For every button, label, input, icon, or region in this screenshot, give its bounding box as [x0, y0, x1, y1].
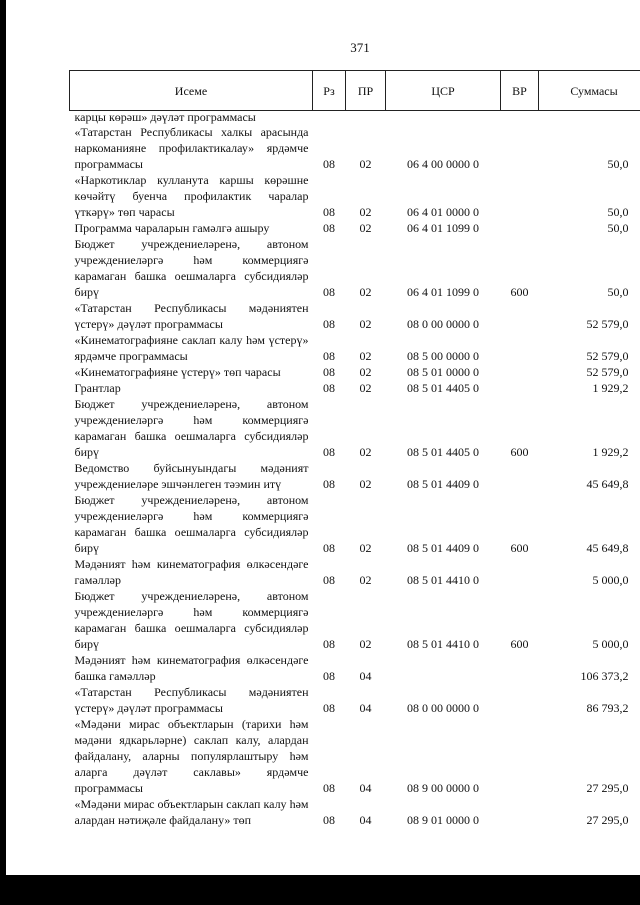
cell-csr: 08 5 01 4405 0 — [407, 381, 479, 395]
cell-pr: 02 — [359, 541, 372, 555]
cell-name: Ведомство буйсынуындагы мәдәният учреждениеләре эшчәнлеген тәэмин итү — [74, 461, 309, 491]
cell-csr: 06 4 01 1099 0 — [407, 221, 479, 235]
cell-pr: 04 — [359, 813, 372, 827]
cell-vr — [501, 380, 539, 396]
cell-name: Бюджет учреждениеләренә, автоном учреждениеләргә һәм коммерциягә карамаган башка оешмаларга субсидияләр бирү — [74, 493, 309, 555]
header-csr: ЦСР — [386, 71, 501, 111]
cell-pr: 04 — [359, 669, 372, 683]
cell-sum: 50,0 — [607, 205, 629, 219]
table-row — [70, 172, 640, 220]
cell-sum: 52 579,0 — [586, 365, 629, 379]
scan-border-left — [0, 0, 6, 905]
cell-sum: 1 929,2 — [592, 381, 629, 395]
table-row — [70, 332, 640, 364]
cell-pr: 02 — [359, 285, 372, 299]
header-rz: Рз — [313, 71, 346, 111]
table-header — [70, 71, 640, 111]
cell-vr: 600 — [510, 445, 529, 459]
cell-rz: 08 — [323, 701, 335, 715]
table-row — [70, 492, 640, 556]
cell-name: «Кинематографияне саклап калу һәм үстерү» ярдәмче программасы — [74, 333, 309, 363]
cell-name: Мәдәният һәм кинематография өлкәсендәге гамәлләр — [74, 557, 309, 587]
cell-name: «Наркотиклар кулланута каршы көрәшне көчәйтү буенча профилактик чаралар үткәрү» төп чарасы — [74, 173, 309, 219]
cell-rz: 08 — [323, 573, 335, 587]
table-row — [70, 652, 640, 684]
cell-rz: 08 — [323, 637, 335, 651]
cell-pr: 04 — [359, 781, 372, 795]
cell-vr — [501, 300, 539, 332]
cell-pr: 04 — [359, 701, 372, 715]
cell-csr: 08 0 00 0000 0 — [407, 317, 479, 331]
cell-csr: 06 4 01 0000 0 — [407, 205, 479, 219]
cell-sum: 86 793,2 — [586, 701, 629, 715]
cell-vr: 600 — [510, 285, 529, 299]
cell-pr: 02 — [359, 637, 372, 651]
cell-sum: 50,0 — [607, 221, 629, 235]
table-row — [70, 796, 640, 828]
table-row — [70, 380, 640, 396]
cell-vr — [501, 111, 539, 125]
cell-vr: 600 — [510, 637, 529, 651]
scan-border-bottom — [0, 875, 640, 905]
cell-vr — [501, 364, 539, 380]
table-row — [70, 124, 640, 172]
cell-vr — [501, 172, 539, 220]
cell-csr: 06 4 01 1099 0 — [407, 285, 479, 299]
cell-vr — [501, 332, 539, 364]
cell-rz: 08 — [323, 157, 335, 171]
cell-rz: 08 — [323, 285, 335, 299]
cell-csr: 08 9 00 0000 0 — [407, 781, 479, 795]
cell-rz: 08 — [323, 365, 335, 379]
cell-csr: 08 9 01 0000 0 — [407, 813, 479, 827]
cell-name: карцы көрәш» дәүләт программасы — [74, 110, 256, 124]
cell-vr — [501, 716, 539, 796]
cell-rz: 08 — [323, 669, 335, 683]
cell-rz: 08 — [323, 349, 335, 363]
cell-name: Грантлар — [74, 381, 121, 395]
table-row — [70, 460, 640, 492]
cell-sum: 50,0 — [607, 285, 629, 299]
cell-csr: 08 0 00 0000 0 — [407, 701, 479, 715]
cell-pr: 02 — [359, 477, 372, 491]
cell-name: «Кинематографияне үстерү» төп чарасы — [74, 365, 281, 379]
page-number: 371 — [350, 40, 370, 55]
cell-sum — [539, 111, 640, 125]
cell-rz: 08 — [323, 221, 335, 235]
cell-vr: 600 — [510, 541, 529, 555]
cell-vr — [501, 556, 539, 588]
cell-sum: 27 295,0 — [586, 781, 629, 795]
cell-csr: 08 5 01 0000 0 — [407, 365, 479, 379]
header-sum: Суммасы — [539, 71, 640, 111]
cell-pr: 02 — [359, 381, 372, 395]
cell-csr: 06 4 00 0000 0 — [407, 157, 479, 171]
cell-csr: 08 5 01 4409 0 — [407, 541, 479, 555]
cell-sum: 5 000,0 — [592, 573, 629, 587]
cell-vr — [501, 796, 539, 828]
cell-sum: 45 649,8 — [586, 541, 629, 555]
cell-name: «Татарстан Республикасы халкы арасында наркоманияне профилактикалау» ярдәмче программасы — [74, 125, 309, 171]
cell-pr — [346, 111, 386, 125]
header-pr: ПР — [346, 71, 386, 111]
cell-csr: 08 5 00 0000 0 — [407, 349, 479, 363]
cell-sum: 52 579,0 — [586, 317, 629, 331]
cell-name: Программа чараларын гамәлгә ашыру — [74, 221, 270, 235]
cell-sum: 50,0 — [607, 157, 629, 171]
table-row — [70, 684, 640, 716]
cell-vr — [501, 652, 539, 684]
table-row — [70, 300, 640, 332]
cell-vr — [501, 124, 539, 172]
cell-name: «Татарстан Республикасы мәдәниятен үстерү» дәүләт программасы — [74, 301, 309, 331]
cell-csr — [386, 652, 501, 684]
cell-name: Бюджет учреждениеләренә, автоном учреждениеләргә һәм коммерциягә карамаган башка оешмаларга субсидияләр бирү — [74, 237, 309, 299]
cell-sum: 52 579,0 — [586, 349, 629, 363]
cell-sum: 27 295,0 — [586, 813, 629, 827]
cell-csr: 08 5 01 4405 0 — [407, 445, 479, 459]
cell-sum: 5 000,0 — [592, 637, 629, 651]
table-row — [70, 364, 640, 380]
cell-name: «Татарстан Республикасы мәдәниятен үстерү» дәүләт программасы — [74, 685, 309, 715]
cell-csr: 08 5 01 4409 0 — [407, 477, 479, 491]
cell-pr: 02 — [359, 365, 372, 379]
cell-sum: 106 373,2 — [580, 669, 629, 683]
cell-rz: 08 — [323, 381, 335, 395]
cell-rz: 08 — [323, 205, 335, 219]
cell-csr — [386, 111, 501, 125]
cell-pr: 02 — [359, 573, 372, 587]
table-row — [70, 220, 640, 236]
cell-sum: 45 649,8 — [586, 477, 629, 491]
cell-name: Бюджет учреждениеләренә, автоном учреждениеләргә һәм коммерциягә карамаган башка оешмаларга субсидияләр бирү — [74, 397, 309, 459]
cell-pr: 02 — [359, 445, 372, 459]
table-row — [70, 236, 640, 300]
cell-name: «Мәдәни мирас объектларын (тарихи һәм мәдәни ядкарьләрне) саклап калу, алардан файдалану, аларны популярлаштыру һәм аларга дәүләт саклавы» ярдәмче программасы — [74, 717, 309, 795]
cell-csr: 08 5 01 4410 0 — [407, 637, 479, 651]
cell-name: Мәдәният һәм кинематография өлкәсендәге башка гамәлләр — [74, 653, 309, 683]
table-row — [70, 716, 640, 796]
cell-rz: 08 — [323, 477, 335, 491]
table-body — [70, 111, 640, 829]
cell-vr — [501, 684, 539, 716]
cell-rz: 08 — [323, 781, 335, 795]
cell-rz: 08 — [323, 445, 335, 459]
cell-vr — [501, 220, 539, 236]
cell-rz — [313, 111, 346, 125]
cell-pr: 02 — [359, 205, 372, 219]
cell-vr — [501, 460, 539, 492]
cell-csr: 08 5 01 4410 0 — [407, 573, 479, 587]
cell-pr: 02 — [359, 317, 372, 331]
cell-name: «Мәдәни мирас объектларын саклап калу һәм алардан нәтиҗәле файдалану» төп — [74, 797, 309, 827]
table-row — [70, 588, 640, 652]
cell-pr: 02 — [359, 157, 372, 171]
header-vr: ВР — [501, 71, 539, 111]
table-row — [70, 556, 640, 588]
cell-sum: 1 929,2 — [592, 445, 629, 459]
cell-name: Бюджет учреждениеләренә, автоном учреждениеләргә һәм коммерциягә карамаган башка оешмаларга субсидияләр бирү — [74, 589, 309, 651]
table-row — [70, 111, 640, 125]
cell-rz: 08 — [323, 317, 335, 331]
budget-table — [69, 70, 640, 828]
cell-pr: 02 — [359, 349, 372, 363]
cell-rz: 08 — [323, 541, 335, 555]
cell-pr: 02 — [359, 221, 372, 235]
cell-rz: 08 — [323, 813, 335, 827]
header-name: Исеме — [70, 71, 313, 111]
table-row — [70, 396, 640, 460]
